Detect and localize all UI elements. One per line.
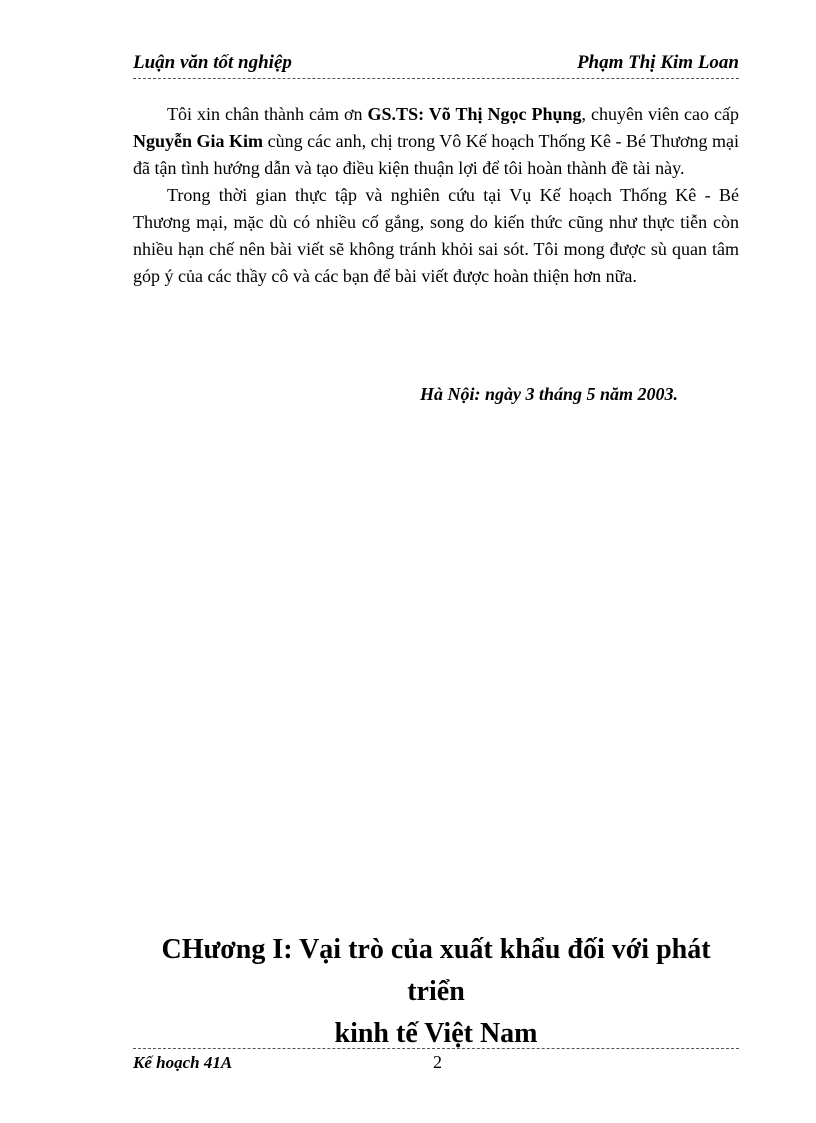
chapter-title-line-2: kinh tế Việt Nam — [334, 1018, 538, 1049]
chapter-title — [133, 929, 739, 1055]
footer-divider — [133, 1048, 739, 1049]
header-divider — [133, 78, 739, 79]
specialist-name: Nguyễn Gia Kim — [133, 131, 264, 151]
page-header — [133, 52, 739, 78]
advisor-name: GS.TS: Võ Thị Ngọc Phụng — [367, 104, 582, 124]
paragraph-1-text-c: cùng các anh, chị trong Vô Kế hoạch Thống Kê - Bé Thương mại đã tận tình hướng dẫn và tạo điều kiện thuận lợi để tôi hoàn thành đề tài này. — [133, 131, 740, 178]
date-signature: Hà Nội: ngày 3 tháng 5 năm 2003. — [420, 384, 679, 404]
paragraph-2: Trong thời gian thực tập và nghiên cứu tại Vụ Kế hoạch Thống Kê - Bé Thương mại, mặc dù có nhiều cố gắng, song do kiến thức cũng như thực tiễn còn nhiều hạn chế nên bài viết sẽ không tránh khỏi sai sót. Tôi mong được sù quan tâm góp ý của các thầy cô và các bạn để bài viết được hoàn thiện hơn nữa. — [133, 185, 739, 286]
header-author-name: Phạm Thị Kim Loan — [576, 52, 739, 73]
footer-class-label: Kế hoạch 41A — [133, 1053, 233, 1072]
chapter-title-line-1: CHương I: Vại trò của xuất khẩu đối với phát triển — [161, 934, 711, 1007]
paragraph-1 — [133, 101, 739, 182]
page-number: 2 — [433, 1052, 442, 1072]
paragraph-1-text-b: , chuyên viên cao cấp — [581, 104, 739, 124]
acknowledgement-text — [133, 101, 739, 290]
paragraph-1-text-a: Tôi xin chân thành cảm ơn — [167, 104, 368, 124]
header-thesis-label: Luận văn tốt nghiệp — [133, 52, 292, 73]
